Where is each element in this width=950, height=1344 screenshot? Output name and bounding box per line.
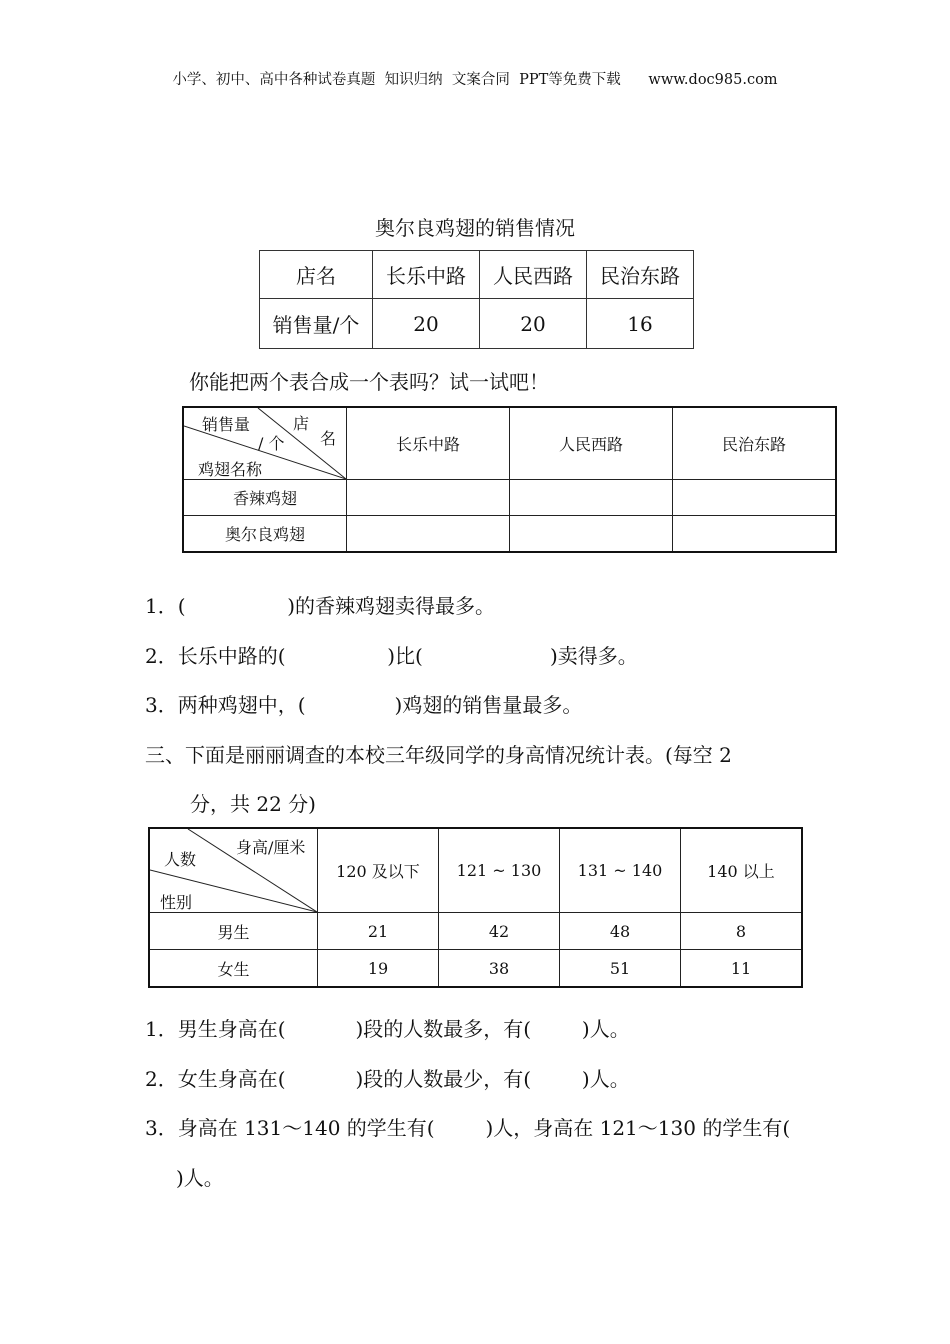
- question-text: 2．女生身高在( )段的人数最少，有( )人。: [145, 1067, 630, 1091]
- table-row: [183, 516, 836, 553]
- row-label: 销售量/个: [260, 299, 373, 349]
- table-cell: 8: [681, 913, 803, 950]
- table-cell: 21: [318, 913, 439, 950]
- question-text: 2．长乐中路的( )比( )卖得多。: [145, 644, 638, 668]
- table-cell: 20: [480, 299, 587, 349]
- empty-cell[interactable]: [673, 516, 837, 553]
- table-cell: 20: [373, 299, 480, 349]
- row-label: 女生: [149, 950, 318, 988]
- corner-label: 人数: [164, 850, 197, 869]
- diagonal-header-cell: [183, 407, 347, 480]
- combined-table: [182, 406, 837, 553]
- table-cell: 16: [587, 299, 694, 349]
- question-text: 1．男生身高在( )段的人数最多，有( )人。: [145, 1017, 630, 1041]
- table-header-cell: 140 以上: [681, 828, 803, 913]
- table-header-cell: 131 ~ 140: [560, 828, 681, 913]
- table-row: [260, 251, 694, 299]
- table-header-cell: 民治东路: [673, 407, 837, 480]
- table-row: [183, 407, 836, 480]
- table-header-cell: 长乐中路: [373, 251, 480, 299]
- table-cell: 48: [560, 913, 681, 950]
- question-text: 3．身高在 131～140 的学生有( )人，身高在 121～130 的学生有(: [145, 1116, 791, 1140]
- section-heading: 三、下面是丽丽调查的本校三年级同学的身高情况统计表。(每空 2: [145, 743, 732, 767]
- table-header-cell: 店名: [260, 251, 373, 299]
- table1-title: 奥尔良鸡翅的销售情况: [375, 216, 575, 240]
- table-row: [149, 950, 802, 988]
- question-text-cont: )人。: [176, 1166, 224, 1190]
- corner-label: 店: [293, 414, 310, 433]
- corner-label: / 个: [258, 434, 285, 453]
- table-header-cell: 120 及以下: [318, 828, 439, 913]
- table-header-cell: 民治东路: [587, 251, 694, 299]
- corner-label: 鸡翅名称: [198, 460, 263, 479]
- table-cell: 19: [318, 950, 439, 988]
- corner-label: 名: [320, 429, 337, 448]
- table-header-cell: 人民西路: [510, 407, 673, 480]
- table-cell: 42: [439, 913, 560, 950]
- question-text: 3．两种鸡翅中，( )鸡翅的销售量最多。: [145, 693, 583, 717]
- corner-label: 性别: [160, 893, 193, 912]
- table-cell: 11: [681, 950, 803, 988]
- table-row: [183, 480, 836, 516]
- empty-cell[interactable]: [510, 480, 673, 516]
- section-heading-cont: 分，共 22 分): [190, 792, 316, 816]
- empty-cell[interactable]: [673, 480, 837, 516]
- height-table: [148, 827, 803, 988]
- row-label: 男生: [149, 913, 318, 950]
- table-cell: 51: [560, 950, 681, 988]
- page-header: 小学、初中、高中各种试卷真题 知识归纳 文案合同 PPT等免费下载 www.doc985.com: [172, 72, 778, 88]
- question-text: 1．( )的香辣鸡翅卖得最多。: [145, 594, 496, 618]
- table-row: [260, 299, 694, 349]
- table-cell: 38: [439, 950, 560, 988]
- combine-prompt: 你能把两个表合成一个表吗？试一试吧！: [189, 370, 549, 394]
- empty-cell[interactable]: [347, 516, 510, 553]
- corner-label: 销售量: [202, 415, 251, 434]
- table-row: [149, 913, 802, 950]
- sales-table: [259, 250, 694, 349]
- table-header-cell: 121 ~ 130: [439, 828, 560, 913]
- table-header-cell: 长乐中路: [347, 407, 510, 480]
- corner-label: 身高/厘米: [236, 838, 306, 857]
- row-label: 香辣鸡翅: [183, 480, 347, 516]
- empty-cell[interactable]: [510, 516, 673, 553]
- row-label: 奥尔良鸡翅: [183, 516, 347, 553]
- empty-cell[interactable]: [347, 480, 510, 516]
- table-row: [149, 828, 802, 913]
- table-header-cell: 人民西路: [480, 251, 587, 299]
- diagonal-header-cell: [149, 828, 318, 913]
